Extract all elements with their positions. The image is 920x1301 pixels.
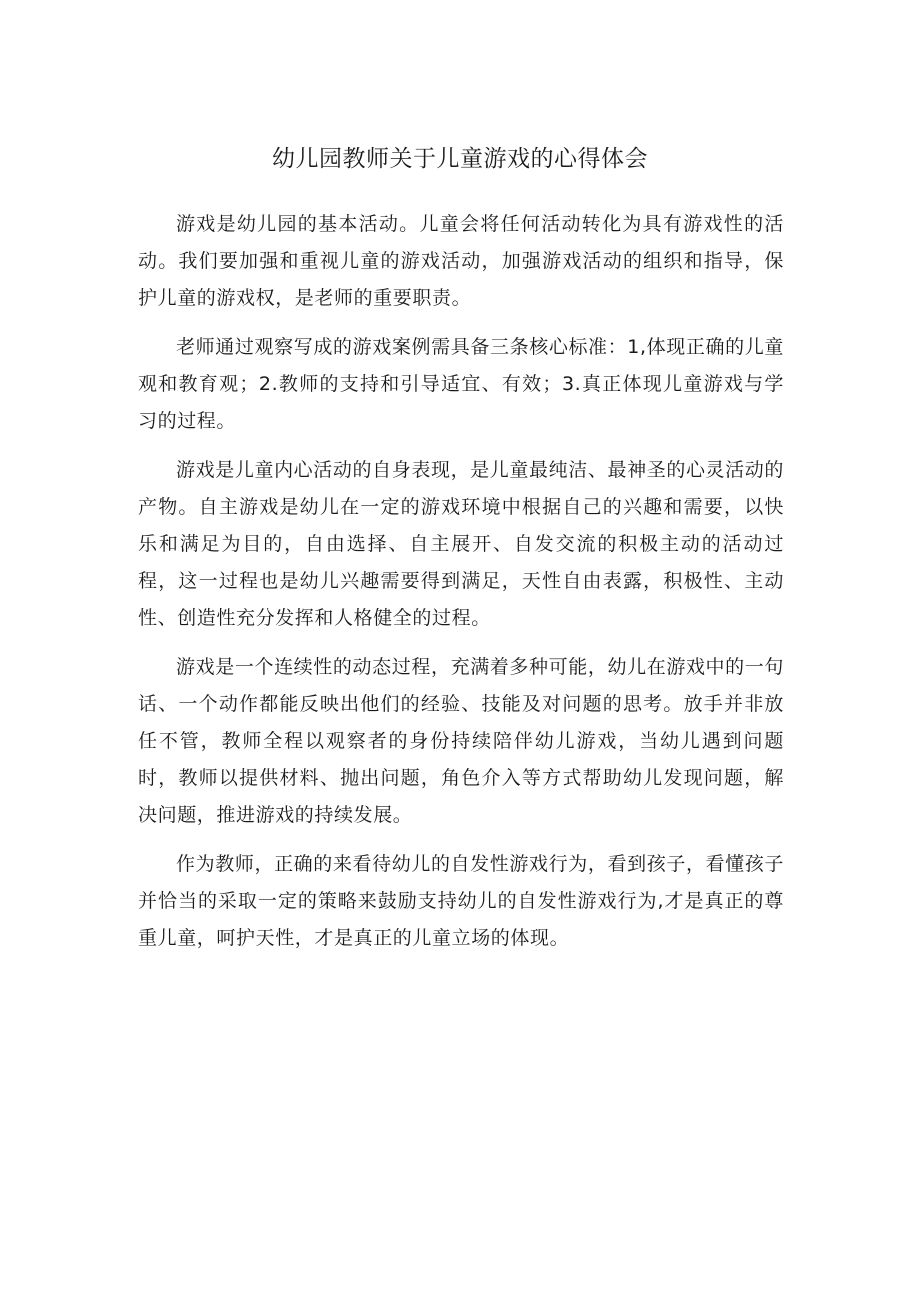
paragraph-2: 老师通过观察写成的游戏案例需具备三条核心标准：1,体现正确的儿童观和教育观；2.教师的支持和引导适宜、有效；3.真正体现儿童游戏与学习的过程。 xyxy=(138,336,784,432)
paragraph-4: 游戏是一个连续性的动态过程，充满着多种可能，幼儿在游戏中的一句话、一个动作都能反映出他们的经验、技能及对问题的思考。放手并非放任不管，教师全程以观察者的身份持续陪伴幼儿游戏，当幼儿遇到问题时，教师以提供材料、抛出问题，角色介入等方式帮助幼儿发现问题，解决问题，推进游戏的持续发展。 xyxy=(138,656,784,826)
paragraph-5: 作为教师，正确的来看待幼儿的自发性游戏行为，看到孩子，看懂孩子并恰当的采取一定的策略来鼓励支持幼儿的自发性游戏行为,才是真正的尊重儿童，呵护天性，才是真正的儿童立场的体现。 xyxy=(138,853,784,949)
paragraph-3: 游戏是儿童内心活动的自身表现，是儿童最纯洁、最神圣的心灵活动的产物。自主游戏是幼儿在一定的游戏环境中根据自己的兴趣和需要，以快乐和满足为目的，自由选择、自主展开、自发交流的积极主动的活动过程，这一过程也是幼儿兴趣需要得到满足，天性自由表露，积极性、主动性、创造性充分发挥和人格健全的过程。 xyxy=(138,459,784,629)
document-title: 幼儿园教师关于儿童游戏的心得体会 xyxy=(272,146,648,172)
document-body xyxy=(138,206,784,969)
paragraph-1: 游戏是幼儿园的基本活动。儿童会将任何活动转化为具有游戏性的活动。我们要加强和重视儿童的游戏活动，加强游戏活动的组织和指导，保护儿童的游戏权，是老师的重要职责。 xyxy=(138,213,784,309)
